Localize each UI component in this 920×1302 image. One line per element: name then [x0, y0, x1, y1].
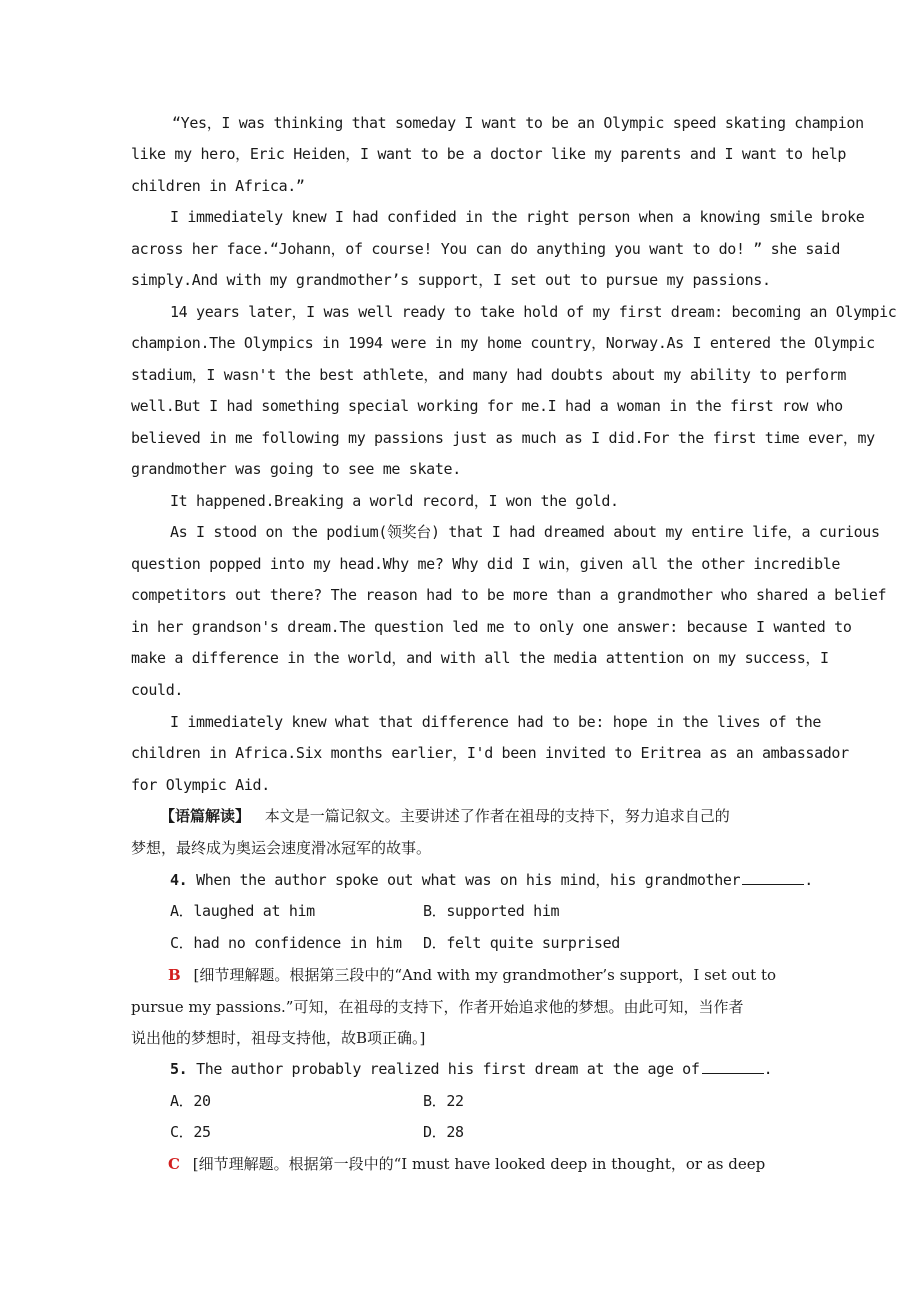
analysis-line [160, 806, 880, 826]
question-end: . [804, 871, 813, 889]
option-a[interactable]: A．laughed at him [170, 902, 315, 920]
question-text: When the author spoke out what was on his mind，his grandmother [196, 871, 741, 889]
passage-line: like my hero，Eric Heiden，I want to be a doctor like my parents and I want to help [131, 145, 847, 163]
passage-line: stadium，I wasn't the best athlete，and many had doubts about my ability to perform [131, 366, 847, 384]
passage-line: grandmother was going to see me skate. [131, 460, 461, 478]
question-4-stem [170, 870, 890, 890]
passage-line: across her face.“Johann，of course! You can do anything you want to do! ” she said [131, 240, 841, 258]
passage-line: question popped into my head.Why me? Why did I win，given all the other incredible [131, 555, 841, 573]
passage-line: well.But I had something special working for me.I had a woman in the first row who [131, 397, 843, 415]
passage-line: I immediately knew I had confided in the right person when a knowing smile broke [170, 208, 865, 226]
explanation-line: pursue my passions.”可知，在祖母的支持下，作者开始追求他的梦想。由此可知，当作者 [131, 998, 744, 1016]
analysis-text: 本文是一篇记叙文。主要讲述了作者在祖母的支持下，努力追求自己的 [264, 807, 730, 825]
question-text: The author probably realized his first dream at the age of [196, 1060, 700, 1078]
passage-line: 14 years later，I was well ready to take hold of my first dream: becoming an Olympic [170, 303, 897, 321]
option-c[interactable]: C．25 [170, 1123, 211, 1141]
answer-blank [702, 1059, 764, 1074]
option-d[interactable]: D．felt quite surprised [423, 934, 620, 952]
option-d[interactable]: D．28 [423, 1123, 464, 1141]
passage-line: for Olympic Aid. [131, 776, 270, 794]
passage-line: children in Africa.” [131, 177, 305, 195]
passage-line: It happened.Breaking a world record，I won the gold. [170, 492, 619, 510]
passage-line: champion.The Olympics in 1994 were in my home country，Norway.As I entered the Olympic [131, 334, 875, 352]
question-number: 5. [170, 1060, 188, 1078]
passage-line: “Yes，I was thinking that someday I want to be an Olympic speed skating champion [172, 114, 864, 132]
answer-explanation [168, 965, 888, 985]
passage-line: make a difference in the world，and with all the media attention on my success，I [131, 649, 829, 667]
explanation-text: [细节理解题。根据第一段中的“I must have looked deep in thought，or as deep [192, 1155, 766, 1173]
question-number: 4. [170, 871, 188, 889]
analysis-label: 【语篇解读】 [160, 807, 251, 825]
explanation-line: 说出他的梦想时，祖母支持他，故B项正确。] [131, 1029, 426, 1047]
passage-line: believed in me following my passions just as much as I did.For the first time ever，my [131, 429, 875, 447]
question-end: . [763, 1060, 773, 1078]
passage-line: in her grandson's dream.The question led me to only one answer: because I wanted to [131, 618, 852, 636]
analysis-line: 梦想，最终成为奥运会速度滑冰冠军的故事。 [131, 839, 432, 857]
passage-line: simply.And with my grandmother’s support，I set out to pursue my passions. [131, 271, 771, 289]
passage-line: competitors out there? The reason had to be more than a grandmother who shared a belief [131, 586, 887, 604]
option-b[interactable]: B．supported him [423, 902, 560, 920]
passage-line: children in Africa.Six months earlier，I'd been invited to Eritrea as an ambassador [131, 744, 849, 762]
question-5-stem [170, 1059, 890, 1079]
passage-line: As I stood on the podium(领奖台) that I had dreamed about my entire life，a curious [170, 523, 880, 541]
option-b[interactable]: B．22 [423, 1092, 464, 1110]
explanation-text: [细节理解题。根据第三段中的“And with my grandmother’s support，I set out to [193, 966, 777, 984]
passage-line: I immediately knew what that difference had to be: hope in the lives of the [170, 713, 822, 731]
option-a[interactable]: A．20 [170, 1092, 211, 1110]
option-c[interactable]: C．had no confidence in him [170, 934, 402, 952]
answer-explanation [168, 1154, 888, 1174]
passage-line: could. [131, 681, 184, 699]
answer-letter: B [168, 966, 181, 984]
answer-letter: C [168, 1155, 180, 1173]
answer-blank [742, 870, 804, 885]
